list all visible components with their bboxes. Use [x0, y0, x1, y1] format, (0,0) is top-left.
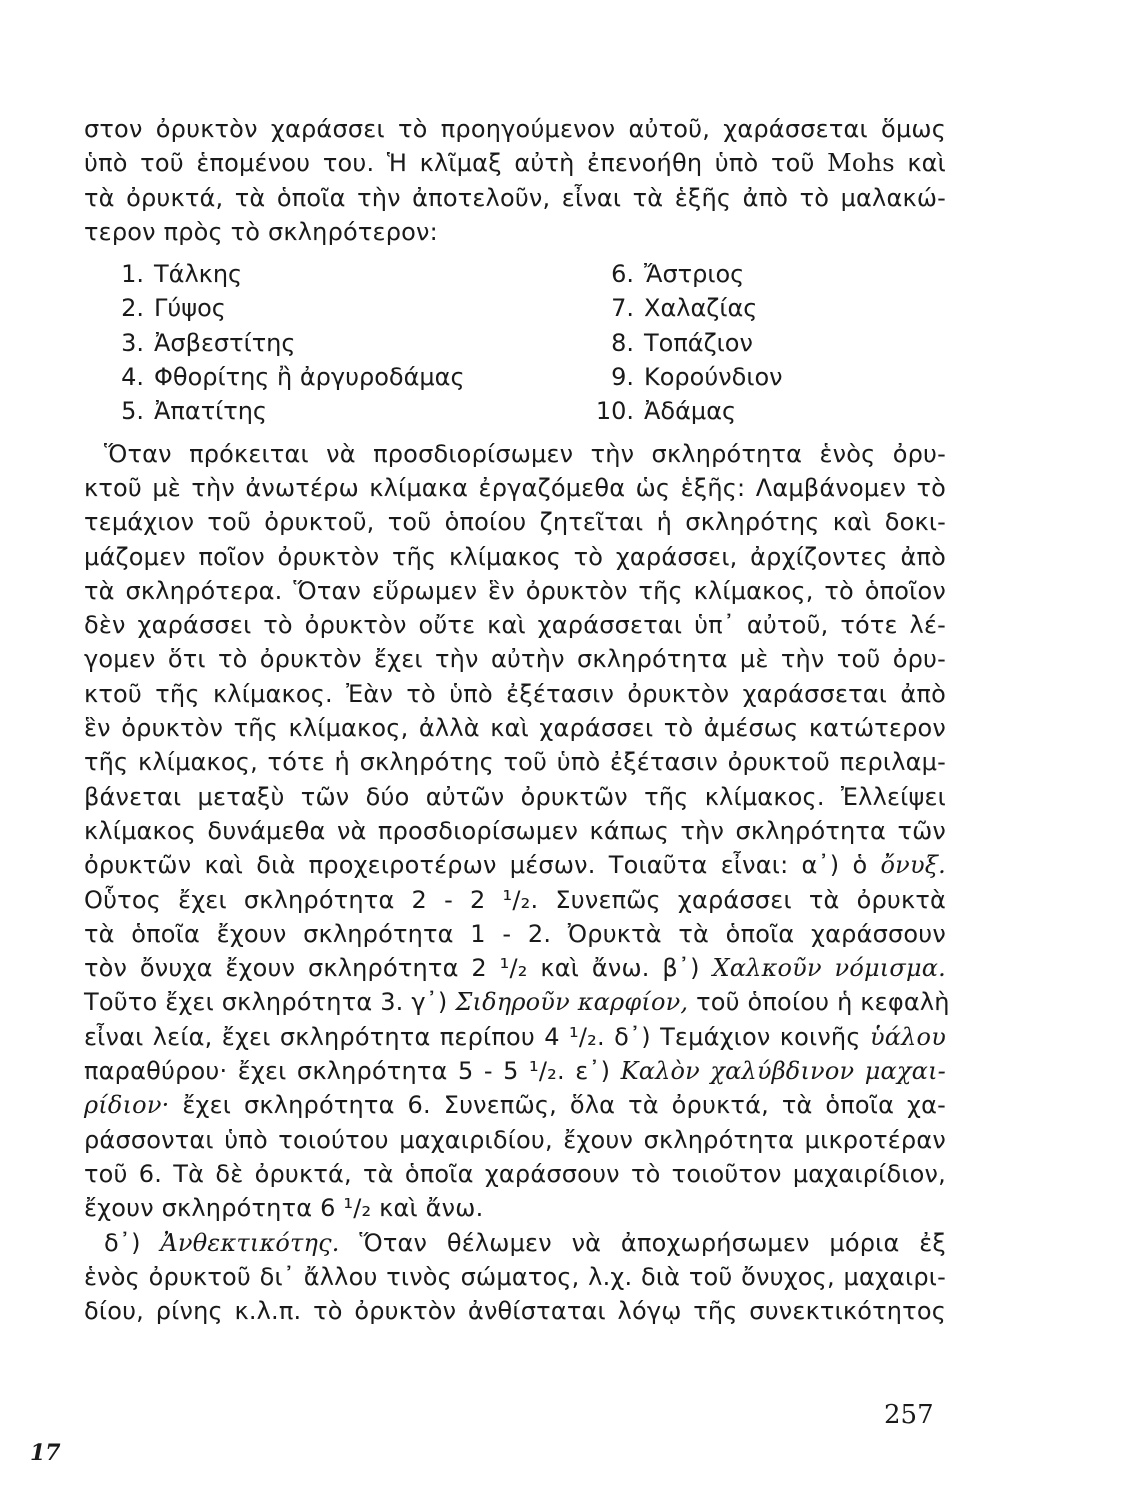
list-row	[84, 360, 946, 394]
text-line: Τοῦτο ἔχει σκληρότητα 3. γ᾽) Σιδηροῦν καρφίον, τοῦ ὁποίου ἡ κεφαλὴ	[84, 988, 950, 1017]
text-line: δ᾽) Ἀνθεκτικότης. Ὅταν θέλωμεν νὰ ἀποχωρήσωμεν μόρια ἐξ	[104, 1228, 946, 1257]
text-line: τοῦ 6. Τὰ δὲ ὀρυκτά, τὰ ὁποῖα χαράσσουν τὸ τοιοῦτον μαχαιρίδιον,	[84, 1159, 946, 1188]
text-line: ἓν ὀρυκτὸν τῆς κλίμακος, ἀλλὰ καὶ χαράσσει τὸ ἀμέσως κατώτερον	[84, 714, 946, 743]
text-line: βάνεται μεταξὺ τῶν δύο αὐτῶν ὀρυκτῶν τῆς κλίμακος. Ἐλλείψει	[84, 782, 946, 811]
list-item: 1. Τάλκης	[121, 260, 243, 289]
text-line: Οὗτος ἔχει σκληρότητα 2 - 2 ¹/₂. Συνεπῶς χαράσσει τὰ ὀρυκτὰ	[84, 885, 946, 914]
text-line: τὰ σκληρότερα. Ὅταν εὕρωμεν ἓν ὀρυκτὸν τῆς κλίμακος, τὸ ὁποῖον	[84, 576, 946, 605]
list-item: 8. Τοπάζιον	[611, 328, 753, 357]
list-row	[84, 326, 946, 360]
list-item: 3. Ἀσβεστίτης	[121, 328, 296, 357]
list-row	[84, 257, 946, 291]
text-line: Ὅταν πρόκειται νὰ προσδιορίσωμεν τὴν σκληρότητα ἑνὸς ὀρυ-	[104, 439, 946, 468]
text-line: ράσσονται ὑπὸ τοιούτου μαχαιριδίου, ἔχουν σκληρότητα μικροτέραν	[84, 1125, 946, 1154]
text-line: στον ὀρυκτὸν χαράσσει τὸ προηγούμενον αὐτοῦ, χαράσσεται ὅμως	[84, 115, 946, 143]
text-line: δὲν χαράσσει τὸ ὀρυκτὸν οὔτε καὶ χαράσσεται ὑπ᾽ αὐτοῦ, τότε λέ-	[84, 611, 946, 640]
text-line: ρίδιον· ἔχει σκληρότητα 6. Συνεπῶς, ὅλα τὰ ὀρυκτά, τὰ ὁποῖα χα-	[84, 1091, 946, 1120]
text-line: τὰ ὀρυκτά, τὰ ὁποῖα τὴν ἀποτελοῦν, εἶναι τὰ ἑξῆς ἀπὸ τὸ μαλακώ-	[84, 183, 946, 212]
list-item: 10. Ἀδάμας	[595, 397, 737, 426]
text-line: τὸν ὄνυχα ἔχουν σκληρότητα 2 ¹/₂ καὶ ἄνω. β᾽) Χαλκοῦν νόμισμα.	[84, 954, 946, 983]
page-number: 257	[884, 1400, 934, 1430]
list-row	[84, 394, 946, 428]
text-line: ὀρυκτῶν καὶ διὰ προχειροτέρων μέσων. Τοιαῦτα εἶναι: α᾽) ὁ ὄνυξ.	[84, 851, 946, 880]
text-line: κτοῦ τῆς κλίμακος. Ἐὰν τὸ ὑπὸ ἐξέτασιν ὀρυκτὸν χαράσσεται ἀπὸ	[84, 679, 946, 708]
text-line: ἑνὸς ὀρυκτοῦ δι᾽ ἄλλου τινὸς σώματος, λ.χ. διὰ τοῦ ὄνυχος, μαχαιρι-	[84, 1262, 946, 1291]
text-line: γομεν ὅτι τὸ ὀρυκτὸν ἔχει τὴν αὐτὴν σκληρότητα μὲ τὴν τοῦ ὀρυ-	[84, 645, 946, 674]
text-line: μάζομεν ποῖον ὀρυκτὸν τῆς κλίμακος τὸ χαράσσει, ἀρχίζοντες ἀπὸ	[84, 542, 946, 571]
text-line: παραθύρου· ἔχει σκληρότητα 5 - 5 ¹/₂. ε᾽) Καλὸν χαλύβδινον μαχαι-	[84, 1057, 946, 1086]
list-item: 6. Ἄστριος	[611, 260, 745, 289]
text-line: τεμάχιον τοῦ ὀρυκτοῦ, τοῦ ὁποίου ζητεῖται ἡ σκληρότης καὶ δοκι-	[84, 508, 946, 537]
list-item: 2. Γύψος	[121, 294, 226, 323]
text-line: κλίμακος δυνάμεθα νὰ προσδιορίσωμεν κάπως τὴν σκληρότητα τῶν	[84, 816, 946, 845]
text-line: δίου, ρίνης κ.λ.π. τὸ ὀρυκτὸν ἀνθίσταται λόγῳ τῆς συνεκτικότητος	[84, 1297, 946, 1326]
list-item: 7. Χαλαζίας	[611, 294, 758, 323]
text-line: κτοῦ μὲ τὴν ἀνωτέρω κλίμακα ἐργαζόμεθα ὡς ἑξῆς: Λαμβάνομεν τὸ	[84, 473, 946, 502]
text-line: ὑπὸ τοῦ ἑπομένου του. Ἡ κλῖμαξ αὐτὴ ἐπενοήθη ὑπὸ τοῦ Mohs καὶ	[84, 149, 947, 178]
signature-mark: 17	[30, 1440, 61, 1466]
hardness-scale-list	[84, 257, 946, 428]
list-row	[84, 291, 946, 325]
text-line: τὰ ὁποῖα ἔχουν σκληρότητα 1 - 2. Ὀρυκτὰ τὰ ὁποῖα χαράσσουν	[84, 919, 946, 948]
list-item: 9. Κορούνδιον	[611, 363, 783, 392]
page-text	[84, 112, 950, 1328]
text-line: τῆς κλίμακος, τότε ἡ σκληρότης τοῦ ὑπὸ ἐξέτασιν ὀρυκτοῦ περιλαμ-	[84, 748, 946, 777]
text-line: τερον πρὸς τὸ σκληρότερον:	[84, 217, 438, 246]
list-item: 5. Ἀπατίτης	[121, 397, 268, 426]
text-line: ἔχουν σκληρότητα 6 ¹/₂ καὶ ἄνω.	[84, 1194, 484, 1223]
list-item: 4. Φθορίτης ἢ ἀργυροδάμας	[121, 363, 465, 392]
text-line: εἶναι λεία, ἔχει σκληρότητα περίπου 4 ¹/₂. δ᾽) Τεμάχιον κοινῆς ὑάλου	[84, 1022, 946, 1051]
